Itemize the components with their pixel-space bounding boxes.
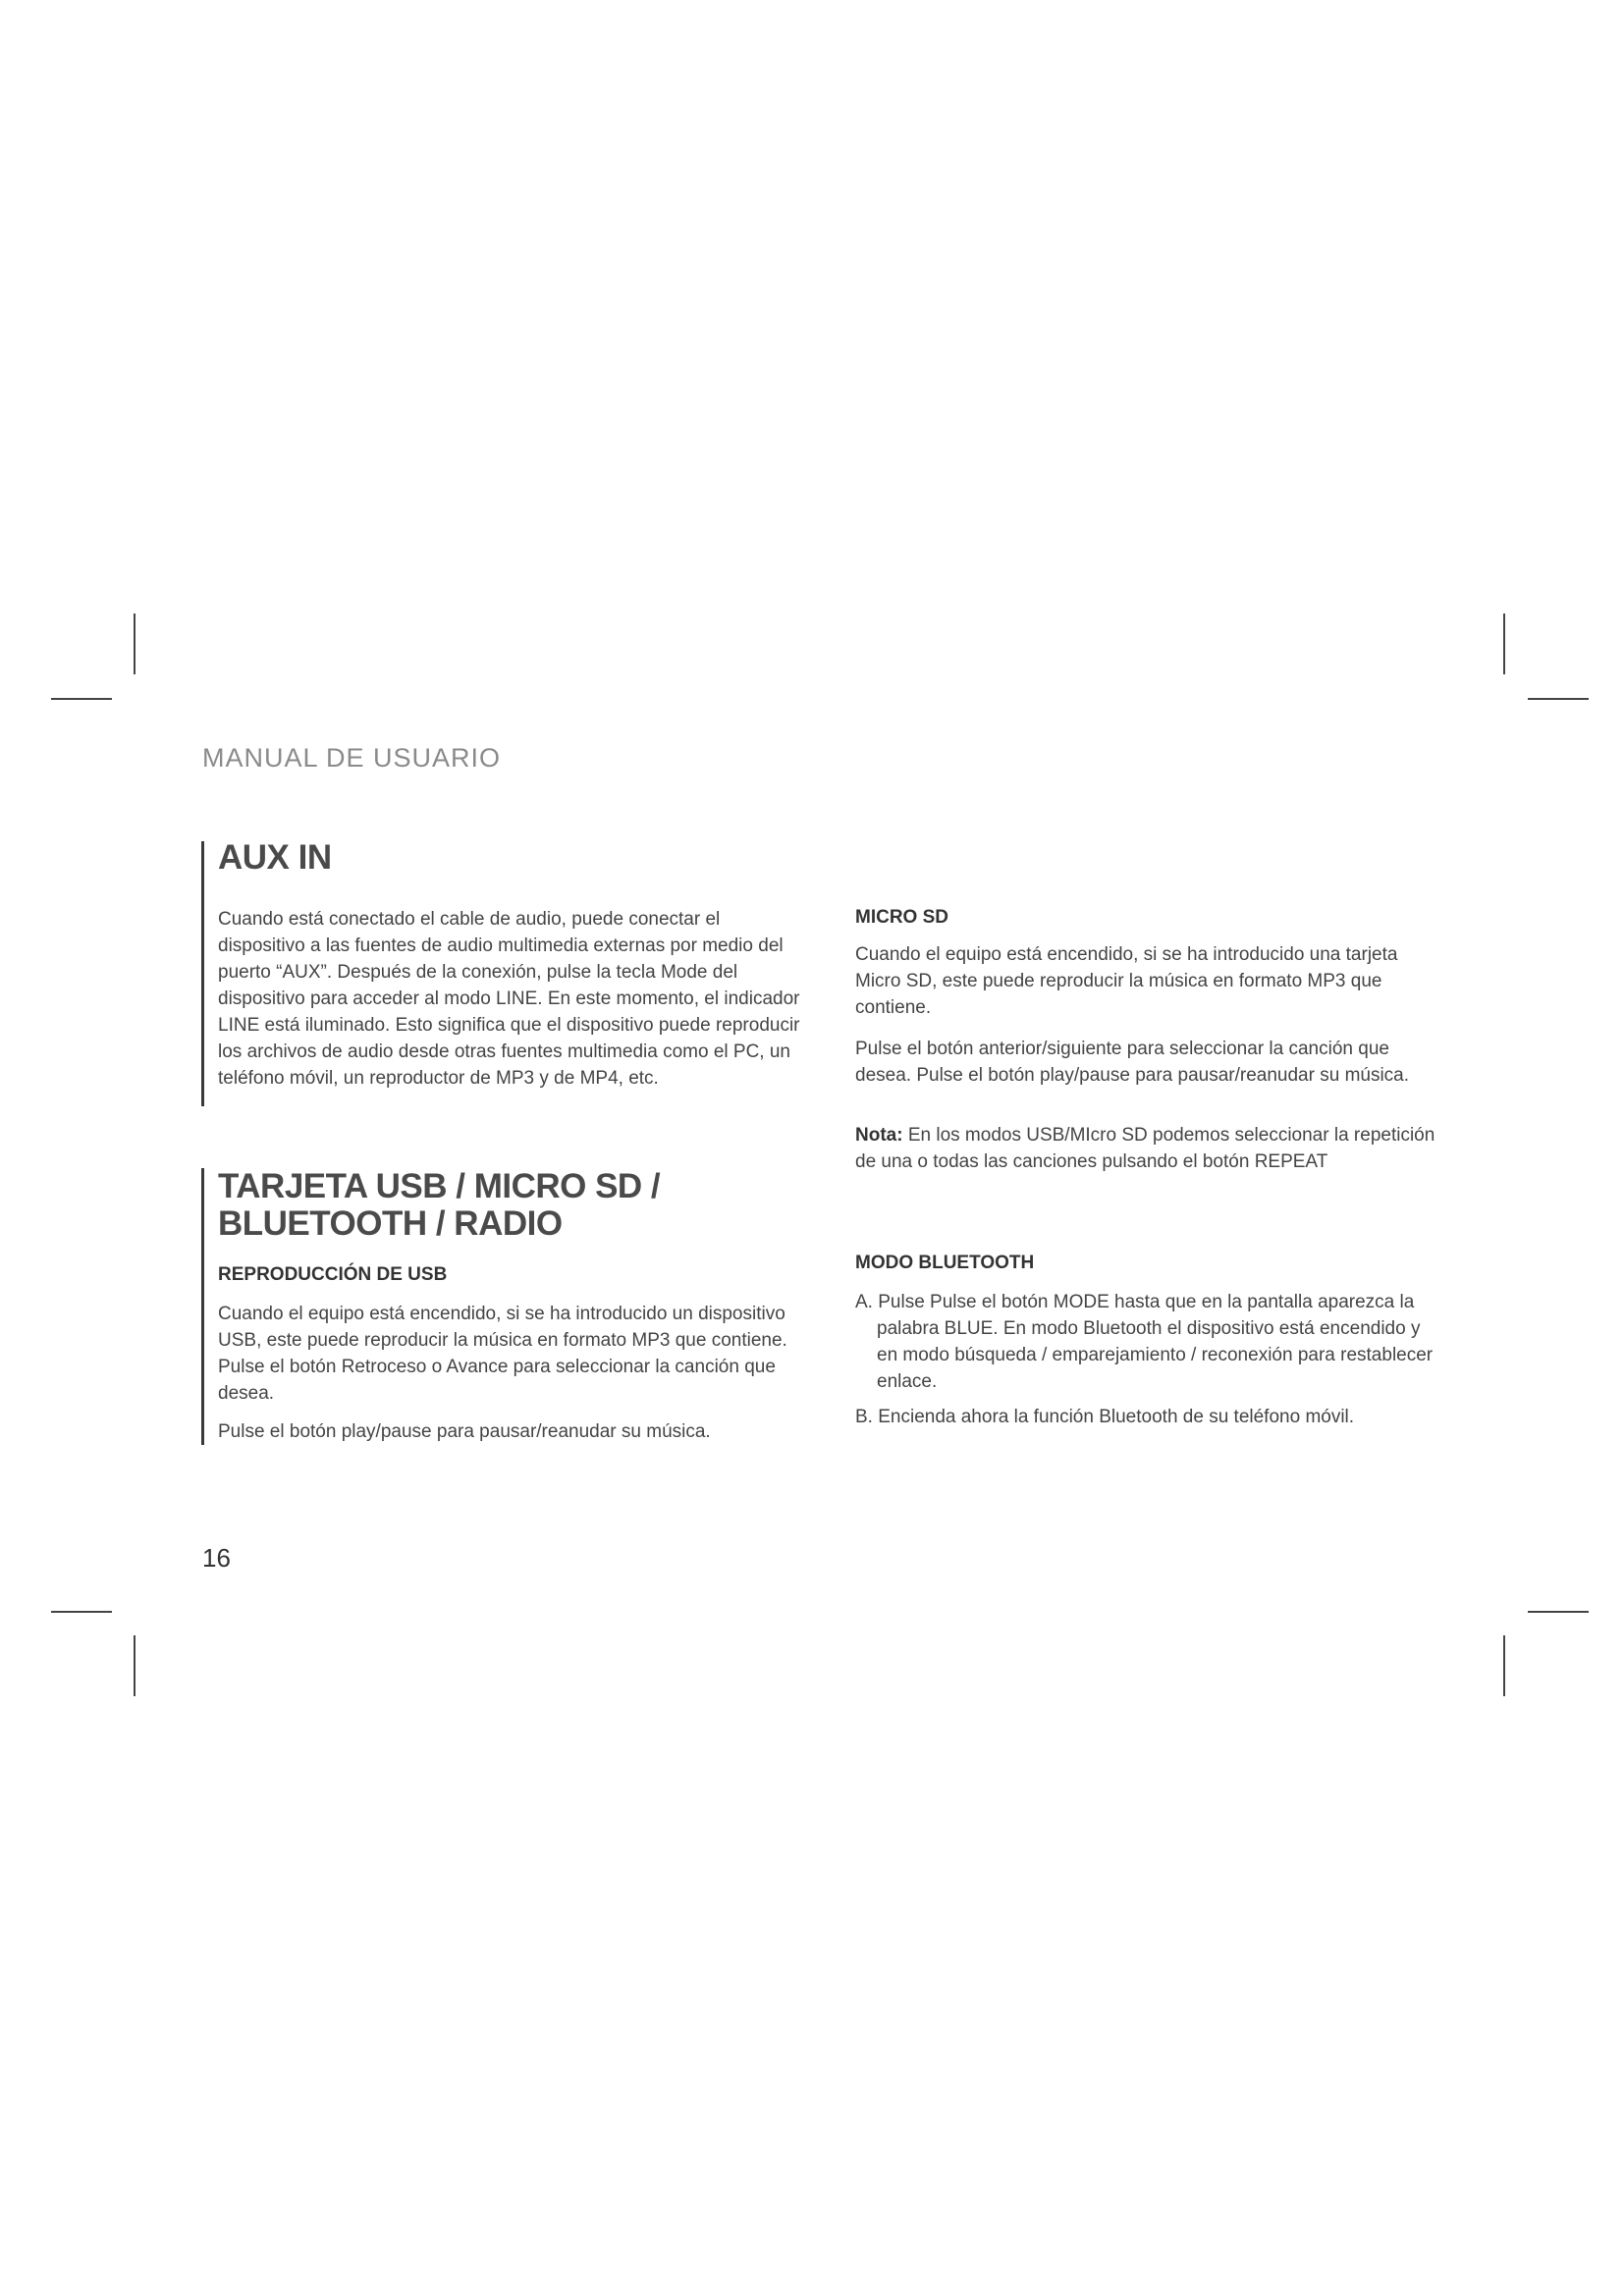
micro-sd-note-label: Nota: <box>855 1125 903 1146</box>
page-number: 16 <box>202 1543 231 1573</box>
crop-mark-top-right-horizontal <box>1528 698 1589 700</box>
crop-mark-top-left-horizontal <box>51 698 112 700</box>
micro-sd-note <box>855 1122 1444 1175</box>
usb-playback-paragraph-2: Pulse el botón play/pause para pausar/reanudar su música. <box>218 1421 711 1442</box>
crop-mark-bottom-right-horizontal <box>1528 1611 1589 1613</box>
crop-mark-top-right-vertical <box>1503 614 1505 674</box>
usb-playback-subheading: REPRODUCCIÓN DE USB <box>218 1264 448 1285</box>
aux-in-section-bar <box>201 841 204 1106</box>
usb-section-heading-line2: BLUETOOTH / RADIO <box>218 1204 563 1243</box>
usb-playback-paragraph-1: Cuando el equipo está encendido, si se ha introducido un dispositivo USB, este puede reproducir la música en formato MP3 que contiene. Pulse el botón Retroceso o Avance para seleccionar la canción que desea. <box>218 1304 787 1404</box>
micro-sd-paragraph-2: Pulse el botón anterior/siguiente para seleccionar la canción que desea. Pulse el botón play/pause para pausar/reanudar su música. <box>855 1039 1410 1086</box>
crop-mark-bottom-left-horizontal <box>51 1611 112 1613</box>
bluetooth-step-a: A. Pulse Pulse el botón MODE hasta que en la pantalla aparezca la palabra BLUE. En modo Bluetooth el dispositivo está encendido y en modo búsqueda / emparejamiento / reconexión para restablecer enlace. <box>855 1292 1434 1392</box>
bluetooth-heading: MODO BLUETOOTH <box>855 1253 1035 1273</box>
usb-section-heading-line1: TARJETA USB / MICRO SD / <box>218 1167 661 1205</box>
usb-section-bar <box>201 1168 204 1445</box>
micro-sd-heading: MICRO SD <box>855 907 948 928</box>
bluetooth-step-b: B. Encienda ahora la función Bluetooth de su teléfono móvil. <box>855 1407 1355 1427</box>
crop-mark-bottom-left-vertical <box>134 1635 135 1696</box>
aux-in-body: Cuando está conectado el cable de audio, puede conectar el dispositivo a las fuentes de audio multimedia externas por medio del puerto “AUX”. Después de la conexión, pulse la tecla Mode del dispositivo para acceder al modo LINE. En este momento, el indicador LINE está iluminado. Esto significa que el dispositivo puede reproducir los archivos de audio desde otras fuentes multimedia como el PC, un teléfono móvil, un reproductor de MP3 y de MP4, etc. <box>218 909 800 1089</box>
manual-header: MANUAL DE USUARIO <box>202 743 502 773</box>
crop-mark-top-left-vertical <box>134 614 135 674</box>
micro-sd-paragraph-1: Cuando el equipo está encendido, si se ha introducido una tarjeta Micro SD, este puede reproducir la música en formato MP3 que contiene. <box>855 944 1398 1018</box>
aux-in-heading: AUX IN <box>218 838 332 877</box>
crop-mark-bottom-right-vertical <box>1503 1635 1505 1696</box>
micro-sd-note-text: En los modos USB/MIcro SD podemos seleccionar la repetición de una o todas las canciones pulsando el botón REPEAT <box>855 1125 1435 1172</box>
